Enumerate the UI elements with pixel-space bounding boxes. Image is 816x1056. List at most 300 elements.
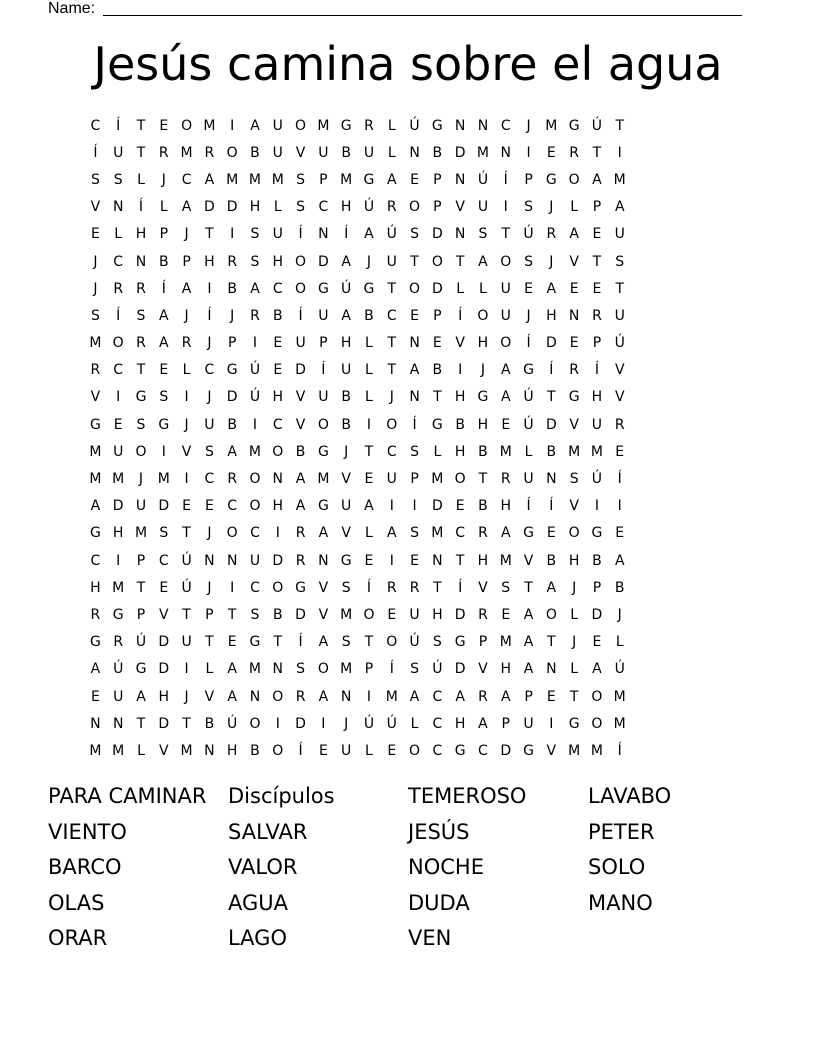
grid-letter: V xyxy=(569,498,579,515)
grid-letter: S xyxy=(296,199,306,216)
grid-letter: O xyxy=(477,307,489,324)
grid-letter: B xyxy=(341,144,351,161)
grid-letter: O xyxy=(295,280,307,297)
grid-letter: P xyxy=(433,199,442,216)
grid-letter: D xyxy=(431,498,443,515)
grid-letter: U xyxy=(386,253,397,270)
grid-letter: M xyxy=(431,525,444,542)
grid-letter: R xyxy=(546,226,557,243)
grid-letter: O xyxy=(226,525,238,542)
grid-letter: G xyxy=(135,661,147,678)
grid-letter: G xyxy=(89,634,101,651)
grid-letter: N xyxy=(409,144,420,161)
grid-letter: D xyxy=(112,498,124,515)
grid-letter: V xyxy=(295,416,306,433)
grid-letter: A xyxy=(386,525,397,542)
grid-letter: A xyxy=(523,661,534,678)
grid-letter: T xyxy=(136,117,146,134)
grid-row xyxy=(84,656,631,683)
grid-letter: C xyxy=(455,525,466,542)
grid-letter: N xyxy=(204,742,215,759)
grid-letter: M xyxy=(248,171,262,188)
grid-letter: E xyxy=(410,171,419,188)
grid-letter: L xyxy=(365,389,373,406)
grid-letter: C xyxy=(227,498,238,515)
grid-letter: J xyxy=(93,280,98,297)
grid-letter: Ú xyxy=(591,471,603,488)
grid-letter: N xyxy=(272,471,284,488)
word-list-item: DUDA xyxy=(408,890,470,915)
grid-letter: M xyxy=(568,443,581,460)
grid-letter: U xyxy=(500,307,511,324)
grid-letter: M xyxy=(340,606,353,623)
grid-letter: C xyxy=(204,362,215,379)
grid-letter: S xyxy=(410,661,419,678)
grid-letter: N xyxy=(454,117,466,134)
grid-letter: U xyxy=(249,552,261,569)
grid-letter: A xyxy=(523,634,534,651)
grid-letter: G xyxy=(568,117,580,134)
grid-letter: I xyxy=(389,552,394,569)
grid-letter: P xyxy=(159,226,169,243)
grid-letter: P xyxy=(205,606,214,623)
grid-letter: H xyxy=(591,389,603,406)
grid-row xyxy=(84,710,631,737)
grid-letter: U xyxy=(591,416,603,433)
grid-letter: M xyxy=(89,471,102,488)
grid-letter: A xyxy=(204,171,215,188)
grid-letter: G xyxy=(89,416,101,433)
grid-letter: E xyxy=(204,498,214,515)
grid-letter: O xyxy=(272,688,284,705)
grid-letter: S xyxy=(136,307,146,324)
grid-letter: L xyxy=(615,634,624,651)
grid-row xyxy=(84,629,631,656)
grid-letter: G xyxy=(249,634,261,651)
grid-letter: R xyxy=(295,688,306,705)
grid-letter: I xyxy=(594,498,599,515)
grid-row xyxy=(84,330,631,357)
grid-letter: G xyxy=(158,416,170,433)
grid-letter: J xyxy=(526,117,531,134)
grid-letter: Ú xyxy=(523,226,534,243)
grid-letter: G xyxy=(568,389,580,406)
grid-letter: D xyxy=(226,199,238,216)
grid-letter: O xyxy=(249,715,261,732)
grid-letter: U xyxy=(113,688,124,705)
grid-letter: R xyxy=(158,144,169,161)
grid-letter: M xyxy=(180,742,193,759)
grid-letter: T xyxy=(592,144,602,161)
name-label: Name: xyxy=(48,0,96,17)
grid-letter: B xyxy=(592,552,602,569)
grid-letter: G xyxy=(317,498,329,515)
grid-letter: V xyxy=(90,389,101,406)
grid-letter: H xyxy=(272,253,284,270)
grid-letter: A xyxy=(250,280,260,297)
grid-letter: M xyxy=(157,471,170,488)
grid-letter: Í xyxy=(298,634,303,651)
grid-letter: J xyxy=(184,688,189,705)
grid-letter: L xyxy=(479,280,487,297)
grid-letter: A xyxy=(500,389,511,406)
grid-letter: O xyxy=(112,335,124,352)
grid-letter: M xyxy=(431,471,444,488)
grid-letter: D xyxy=(226,389,238,406)
grid-letter: A xyxy=(546,579,557,596)
grid-letter: E xyxy=(432,335,442,352)
grid-letter: V xyxy=(159,742,169,759)
grid-letter: I xyxy=(412,498,417,515)
grid-letter: N xyxy=(454,226,466,243)
grid-letter: S xyxy=(159,525,169,542)
grid-letter: A xyxy=(364,498,374,515)
grid-letter: A xyxy=(409,362,420,379)
grid-letter: A xyxy=(295,498,306,515)
grid-letter: N xyxy=(340,688,352,705)
grid-letter: G xyxy=(523,362,534,379)
grid-letter: L xyxy=(387,117,396,134)
grid-letter: S xyxy=(250,226,260,243)
grid-letter: A xyxy=(227,443,237,460)
grid-letter: U xyxy=(272,117,283,134)
grid-letter: A xyxy=(90,661,101,678)
grid-letter: M xyxy=(340,661,353,678)
grid-letter: R xyxy=(364,117,374,134)
grid-letter: E xyxy=(227,634,237,651)
grid-letter: E xyxy=(615,443,625,460)
grid-letter: C xyxy=(432,688,443,705)
grid-letter: A xyxy=(159,335,169,352)
grid-letter: Í xyxy=(138,199,144,216)
word-list-item: Discípulos xyxy=(228,784,335,808)
grid-letter: U xyxy=(295,335,306,352)
word-list-item: NOCHE xyxy=(408,855,484,879)
grid-letter: T xyxy=(205,226,214,243)
grid-letter: G xyxy=(226,362,238,379)
grid-letter: U xyxy=(500,280,511,297)
grid-letter: Í xyxy=(366,579,372,596)
grid-letter: D xyxy=(591,606,603,623)
grid-letter: O xyxy=(272,443,284,460)
grid-letter: A xyxy=(90,498,101,515)
grid-letter: B xyxy=(204,715,215,732)
grid-letter: Ú xyxy=(477,171,489,188)
grid-letter: T xyxy=(387,280,397,297)
grid-letter: G xyxy=(340,117,352,134)
grid-letter: P xyxy=(524,688,533,705)
grid-letter: B xyxy=(250,144,260,161)
grid-letter: P xyxy=(592,199,602,216)
grid-letter: T xyxy=(227,606,237,623)
grid-letter: T xyxy=(547,389,556,406)
grid-letter: A xyxy=(318,688,329,705)
grid-letter: B xyxy=(250,742,260,759)
grid-letter: V xyxy=(318,606,329,623)
grid-letter: G xyxy=(431,117,443,134)
grid-letter: H xyxy=(546,307,557,324)
grid-letter: E xyxy=(546,688,556,705)
grid-letter: S xyxy=(341,579,351,596)
grid-letter: J xyxy=(572,634,577,651)
grid-letter: S xyxy=(296,171,306,188)
grid-letter: H xyxy=(112,525,124,542)
grid-letter: G xyxy=(523,742,534,759)
grid-letter: H xyxy=(454,443,466,460)
grid-letter: T xyxy=(136,579,146,596)
grid-letter: C xyxy=(386,443,397,460)
grid-letter: B xyxy=(341,416,351,433)
grid-letter: P xyxy=(136,606,146,623)
grid-letter: T xyxy=(136,715,146,732)
grid-letter: V xyxy=(181,443,192,460)
grid-letter: C xyxy=(500,117,511,134)
grid-letter: O xyxy=(363,606,375,623)
grid-letter: I xyxy=(252,416,258,433)
grid-letter: M xyxy=(226,171,239,188)
grid-letter: N xyxy=(409,389,420,406)
grid-letter: N xyxy=(249,688,261,705)
grid-letter: Í xyxy=(207,307,212,324)
grid-letter: R xyxy=(614,416,625,433)
grid-letter: R xyxy=(227,471,238,488)
grid-letter: H xyxy=(568,552,580,569)
grid-letter: M xyxy=(590,443,603,460)
grid-letter: G xyxy=(89,525,101,542)
grid-letter: C xyxy=(181,171,192,188)
grid-letter: I xyxy=(230,117,235,134)
grid-letter: U xyxy=(113,443,124,460)
grid-letter: C xyxy=(478,742,488,759)
grid-letter: M xyxy=(271,171,284,188)
grid-letter: O xyxy=(272,742,284,759)
grid-letter: Ú xyxy=(181,552,192,569)
grid-letter: R xyxy=(113,280,124,297)
grid-letter: C xyxy=(250,525,260,542)
grid-letter: T xyxy=(615,280,624,297)
grid-letter: M xyxy=(499,634,512,651)
grid-letter: A xyxy=(318,634,329,651)
grid-letter: A xyxy=(341,253,351,270)
grid-letter: U xyxy=(272,226,283,243)
grid-letter: Í xyxy=(298,742,303,759)
grid-letter: H xyxy=(454,389,466,406)
grid-letter: R xyxy=(386,199,397,216)
grid-letter: T xyxy=(136,144,146,161)
grid-row xyxy=(84,248,631,275)
grid-letter: S xyxy=(296,661,306,678)
grid-row xyxy=(84,737,631,764)
grid-letter: Ú xyxy=(181,579,192,596)
grid-letter: I xyxy=(116,389,121,406)
grid-letter: A xyxy=(341,307,351,324)
grid-letter: E xyxy=(364,552,374,569)
grid-letter: I xyxy=(389,498,394,515)
grid-letter: Ú xyxy=(363,715,375,732)
grid-letter: I xyxy=(549,715,554,732)
grid-letter: J xyxy=(549,253,554,270)
grid-letter: O xyxy=(226,144,238,161)
grid-letter: Ú xyxy=(432,661,443,678)
grid-letter: S xyxy=(204,443,214,460)
grid-letter: L xyxy=(182,362,191,379)
grid-letter: R xyxy=(204,144,215,161)
grid-letter: N xyxy=(546,661,557,678)
grid-letter: S xyxy=(159,389,169,406)
grid-letter: B xyxy=(432,144,443,161)
word-list-item: AGUA xyxy=(228,890,289,915)
grid-letter: E xyxy=(159,579,169,596)
grid-letter: R xyxy=(409,579,420,596)
grid-letter: T xyxy=(182,606,191,623)
grid-letter: R xyxy=(386,579,397,596)
grid-row xyxy=(84,194,631,221)
grid-letter: B xyxy=(341,389,351,406)
grid-letter: N xyxy=(477,117,489,134)
grid-letter: V xyxy=(455,199,465,216)
word-list-item: PARA CAMINAR xyxy=(48,784,207,808)
grid-letter: B xyxy=(455,416,465,433)
grid-letter: E xyxy=(569,280,579,297)
grid-letter: H xyxy=(272,389,284,406)
grid-letter: H xyxy=(477,335,489,352)
grid-letter: Í xyxy=(617,471,622,488)
word-list-item: OLAS xyxy=(48,890,105,915)
grid-letter: I xyxy=(275,525,280,542)
grid-letter: E xyxy=(410,307,419,324)
grid-letter: Ú xyxy=(409,634,420,651)
grid-letter: I xyxy=(366,416,372,433)
grid-letter: U xyxy=(204,416,215,433)
grid-letter: Ú xyxy=(523,389,534,406)
grid-letter: H xyxy=(454,715,466,732)
grid-letter: N xyxy=(204,552,215,569)
grid-letter: Í xyxy=(93,144,98,161)
grid-letter: G xyxy=(545,171,557,188)
grid-letter: Ú xyxy=(249,389,261,406)
grid-letter: M xyxy=(545,117,558,134)
grid-letter: O xyxy=(386,416,398,433)
grid-letter: S xyxy=(250,253,260,270)
word-list-item: BARCO xyxy=(48,855,122,879)
grid-letter: U xyxy=(113,144,124,161)
grid-letter: M xyxy=(613,715,626,732)
grid-letter: G xyxy=(568,715,580,732)
grid-letter: T xyxy=(136,362,146,379)
grid-letter: O xyxy=(568,525,580,542)
grid-letter: Í xyxy=(321,362,326,379)
grid-letter: V xyxy=(614,362,625,379)
grid-letter: Í xyxy=(617,742,622,759)
grid-letter: N xyxy=(226,552,238,569)
grid-letter: D xyxy=(295,715,306,732)
grid-letter: E xyxy=(546,525,556,542)
grid-letter: I xyxy=(184,389,189,406)
grid-letter: S xyxy=(341,634,351,651)
grid-letter: U xyxy=(386,471,397,488)
grid-letter: R xyxy=(227,253,238,270)
grid-letter: G xyxy=(317,443,329,460)
grid-letter: A xyxy=(364,226,374,243)
grid-letter: Í xyxy=(503,171,508,188)
grid-letter: Ú xyxy=(386,715,397,732)
grid-letter: N xyxy=(568,307,580,324)
grid-letter: O xyxy=(431,253,443,270)
grid-letter: B xyxy=(227,280,237,297)
grid-letter: J xyxy=(161,171,166,188)
grid-letter: D xyxy=(295,606,306,623)
grid-letter: I xyxy=(116,552,121,569)
grid-letter: T xyxy=(182,525,191,542)
grid-letter: L xyxy=(273,199,282,216)
grid-letter: Í xyxy=(116,117,121,134)
grid-row xyxy=(84,601,631,628)
grid-letter: H xyxy=(158,688,170,705)
grid-letter: U xyxy=(614,307,625,324)
grid-letter: T xyxy=(205,634,214,651)
grid-letter: I xyxy=(617,144,622,161)
grid-letter: T xyxy=(410,253,419,270)
grid-letter: I xyxy=(252,335,258,352)
grid-letter: T xyxy=(524,579,533,596)
grid-letter: H xyxy=(340,335,352,352)
grid-letter: U xyxy=(341,498,352,515)
grid-letter: D xyxy=(431,280,443,297)
grid-letter: J xyxy=(207,389,212,406)
grid-letter: M xyxy=(203,117,216,134)
grid-letter: R xyxy=(500,471,511,488)
grid-letter: Ú xyxy=(363,199,375,216)
grid-letter: V xyxy=(90,199,101,216)
grid-letter: B xyxy=(295,443,306,460)
grid-row xyxy=(84,520,631,547)
grid-row xyxy=(84,275,631,302)
grid-letter: V xyxy=(295,144,306,161)
grid-letter: N xyxy=(454,171,466,188)
grid-letter: Ú xyxy=(113,661,124,678)
grid-letter: R xyxy=(592,307,602,324)
grid-letter: H xyxy=(226,742,238,759)
grid-letter: M xyxy=(317,117,330,134)
grid-letter: L xyxy=(410,715,419,732)
grid-letter: B xyxy=(227,416,237,433)
grid-letter: P xyxy=(524,171,533,188)
grid-letter: E xyxy=(592,280,602,297)
grid-letter: L xyxy=(570,199,579,216)
grid-letter: Ú xyxy=(249,362,261,379)
grid-letter: O xyxy=(500,253,512,270)
grid-letter: H xyxy=(135,226,147,243)
grid-letter: P xyxy=(592,579,602,596)
grid-letter: R xyxy=(478,688,488,705)
grid-letter: J xyxy=(93,253,98,270)
grid-letter: I xyxy=(207,280,212,297)
grid-letter: M xyxy=(89,742,102,759)
grid-letter: R xyxy=(569,144,579,161)
grid-letter: T xyxy=(364,443,374,460)
grid-letter: B xyxy=(158,253,169,270)
grid-letter: Í xyxy=(594,362,599,379)
grid-letter: J xyxy=(184,226,189,243)
grid-letter: O xyxy=(135,443,147,460)
grid-letter: O xyxy=(249,498,261,515)
grid-letter: U xyxy=(318,144,329,161)
grid-letter: Í xyxy=(389,661,394,678)
grid-letter: T xyxy=(433,389,442,406)
grid-letter: V xyxy=(478,579,488,596)
grid-letter: M xyxy=(340,171,353,188)
grid-letter: M xyxy=(499,443,512,460)
